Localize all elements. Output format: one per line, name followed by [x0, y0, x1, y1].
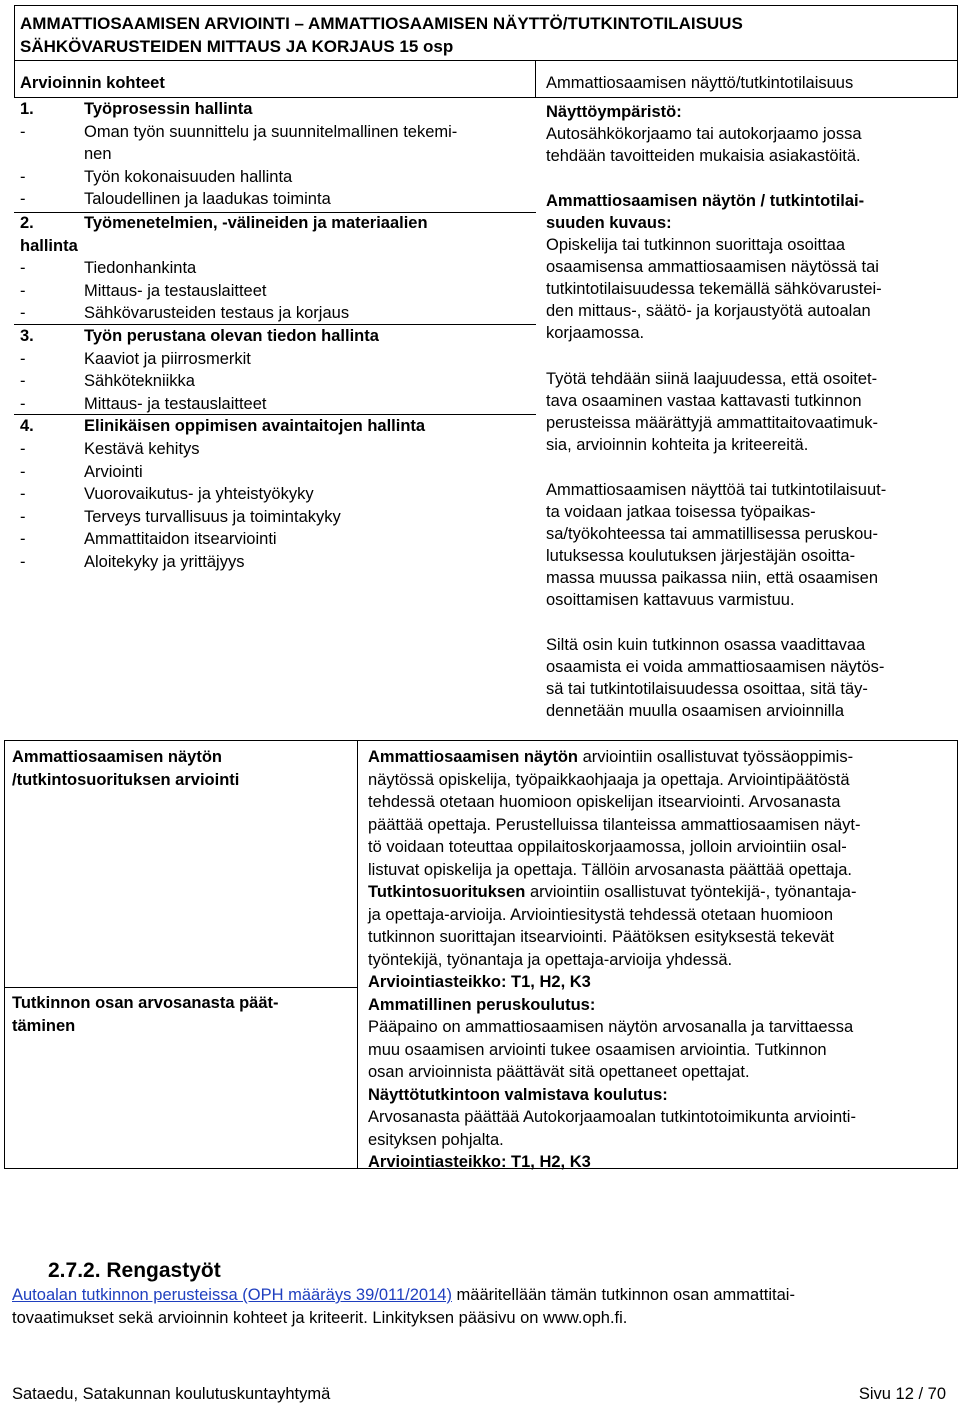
header-line-1: AMMATTIOSAAMISEN ARVIOINTI – AMMATTIOSAAMISEN NÄYTTÖ/TUTKINTOTILAISUUS [20, 14, 743, 33]
table-column-divider [535, 61, 536, 97]
grading-scale-label: Arviointiasteikko [368, 973, 501, 991]
table-border-right [957, 5, 958, 97]
paragraph-line: osaamisensa ammattiosaamisen näytössä tai [546, 258, 879, 276]
paragraph-2: Työtä tehdään siinä laajuudessa, että osoitet- tava osaaminen vastaa kattavasti tutkinnon perusteissa määrättyjä ammattitaitovaatimuk- sia, arvioinnin kohteita ja kriteereitä. [546, 370, 878, 454]
description-title: Ammattiosaamisen näytön / tutkintotilai- [546, 192, 865, 210]
list-item: - Kaaviot ja piirrosmerkit [20, 349, 251, 368]
section-4-title [20, 415, 425, 438]
grade-decision-cell-title: Tutkinnon osan arvosanasta päät- täminen [12, 994, 279, 1035]
list-item-continued: nen [84, 145, 112, 163]
preparatory-title: Näyttötutkintoon valmistava koulutus: [368, 1085, 668, 1104]
environment-line: tehdään tavoitteiden mukaisia asiakastöitä. [546, 147, 861, 165]
paragraph-line: Opiskelija tai tutkinnon suorittaja osoittaa [546, 236, 845, 254]
page-header [20, 12, 743, 58]
table-border-header-bottom [14, 60, 958, 61]
section-number: 3. [20, 327, 34, 345]
section-intro: Autoalan tutkinnon perusteissa (OPH määräys 39/011/2014) määritellään tämän tutkinnon osan ammattitai- tovaatimukset sekä arvioinnin kohteet ja kriteerit. Linkityksen pääsivu on www.oph.fi. [12, 1286, 795, 1327]
bold-label: Ammattiosaamisen näytön [368, 748, 578, 766]
section-title: Työprosessin hallinta [84, 100, 253, 118]
list-item: - Sähkövarusteiden testaus ja korjaus [20, 304, 350, 322]
section-title: Työmenetelmien, -välineiden ja materiaalien [84, 214, 428, 232]
section-number: 2. [20, 214, 34, 232]
list-item: - Ammattitaidon itsearviointi [20, 530, 277, 548]
bottom-table-top [4, 740, 958, 741]
table-border-top [14, 5, 958, 6]
section-3-title [20, 325, 379, 348]
list-item: - Taloudellinen ja laadukas toiminta [20, 190, 331, 208]
list-item: - Tiedonhankinta [20, 259, 197, 277]
vocational-title: Ammatillinen peruskoulutus: [368, 995, 596, 1014]
paragraph-4: Siltä osin kuin tutkinnon osassa vaadittavaa osaamista ei voida ammattiosaamisen näytös- sä tai tutkintotilaisuudessa osoittaa, sitä täy- dennetään muulla osaamisen arvioinnilla [546, 636, 885, 720]
left-column-heading: Arvioinnin kohteet [20, 74, 165, 92]
section-1-title [20, 98, 252, 121]
bottom-table-column-divider [357, 740, 358, 1169]
right-column-heading: Ammattiosaamisen näyttö/tutkintotilaisuus [546, 74, 854, 92]
paragraph-3: Ammattiosaamisen näyttöä tai tutkintotilaisuut- ta voidaan jatkaa toisessa työpaikas- sa/työkohteessa tai ammatillisessa peruskou- lutuksessa koulutuksen järjestäjän osoitta- massa muussa paikassa niin, että osaamisen osoittamisen kattavuus varmistuu. [546, 481, 887, 609]
description-block [546, 190, 956, 344]
list-item: - Arviointi [20, 462, 143, 481]
section-number: 4. [20, 417, 34, 435]
list-item: - Sähkötekniikka [20, 372, 195, 390]
section-2-title [20, 212, 428, 235]
list-item: - Terveys turvallisuus ja toimintakyky [20, 507, 341, 526]
section-title: Elinikäisen oppimisen avaintaitojen hallinta [84, 417, 426, 435]
paragraph-line: den mittaus-, säätö- ja korjaustyötä autoalan [546, 302, 871, 320]
footer-organization: Sataedu, Satakunnan koulutuskuntayhtymä [12, 1385, 331, 1403]
page-number: Sivu 12 / 70 [858, 1385, 946, 1403]
list-item: - Aloitekyky ja yrittäjyys [20, 552, 245, 571]
header-line-2: SÄHKÖVARUSTEIDEN MITTAUS JA KORJAUS 15 osp [20, 37, 454, 56]
evaluation-cell-title: Ammattiosaamisen näytön /tutkintosuorituksen arviointi [12, 748, 240, 789]
bottom-table-left [4, 740, 5, 1169]
bold-label: Tutkintosuorituksen [368, 883, 526, 901]
table-border-left [14, 5, 15, 97]
bottom-table-row-divider [4, 987, 357, 988]
curriculum-link[interactable]: Autoalan tutkinnon perusteissa (OPH määräys 39/011/2014) [12, 1286, 452, 1304]
section-title: Työn perustana olevan tiedon hallinta [84, 327, 379, 345]
evaluation-cell-content: Ammattiosaamisen näytön arviointiin osallistuvat työssäoppimis- näytössä opiskelija, työpaikkaohjaaja ja opettaja. Arviointipäätöstä tehdessä otetaan huomioon opiskelijan itsearviointi. Arvosanasta päättää opettaja. Perustelluissa tilanteissa ammattiosaamisen näyt- tö voidaan toteuttaa oppilaitoskorjaamossa, jolloin arviointiin osal- listuvat opiskelija ja opettaja. Tällöin arvosanasta päättää opettaja. Tutkintosuorituksen arviointiin osallistuvat työntekijä-, työnantaja- ja opettaja-arvioija. Arviointiesitystä tehdessä otetaan huomioon tutkinnon suorittajan itsearviointi. Päätöksen esityksestä tekevät työntekijä, työnantaja ja opettaja-arvioija yhdessä. Arviointiasteikko: T1, H2, K3 Ammatillinen peruskoulutus: Pääpaino on ammattiosaamisen näytön arvosanalla ja tarvittaessa muu osaamisen arviointi tukee osaamisen arviointia. Tutkinnon osan arvioinnista päättävät sitä opettaneet opettajat. Näyttötutkintoon valmistava koulutus: Arvosanasta päättää Autokorjaamoalan tutkintotoimikunta arviointi- esityksen pohjalta. Arviointiasteikko: T1, H2, K3 [368, 746, 956, 1174]
paragraph-line: tutkintotilaisuudessa tekemällä sähkövarustei- [546, 280, 882, 298]
list-item: - Vuorovaikutus- ja yhteistyökyky [20, 485, 314, 503]
section-heading: 2.7.2. Rengastyöt [48, 1259, 221, 1282]
section-number: 1. [20, 100, 34, 118]
grading-scale: Arviointiasteikko: T1, H2, K3 [368, 1153, 591, 1171]
list-item: - Oman työn suunnittelu ja suunnitelmallinen tekemi- [20, 122, 458, 141]
paragraph-line: korjaamossa. [546, 324, 645, 342]
environment-title: Näyttöympäristö: [546, 103, 682, 121]
bottom-table-right [957, 740, 958, 1169]
description-title: suuden kuvaus: [546, 214, 672, 232]
environment-block [546, 101, 956, 167]
list-item: - Työn kokonaisuuden hallinta [20, 167, 293, 186]
list-item: - Mittaus- ja testauslaitteet [20, 281, 267, 300]
list-item: - Mittaus- ja testauslaitteet [20, 394, 267, 413]
environment-line: Autosähkökorjaamo tai autokorjaamo jossa [546, 125, 862, 143]
section-2-title-continued: hallinta [20, 236, 78, 255]
list-item: - Kestävä kehitys [20, 440, 200, 458]
